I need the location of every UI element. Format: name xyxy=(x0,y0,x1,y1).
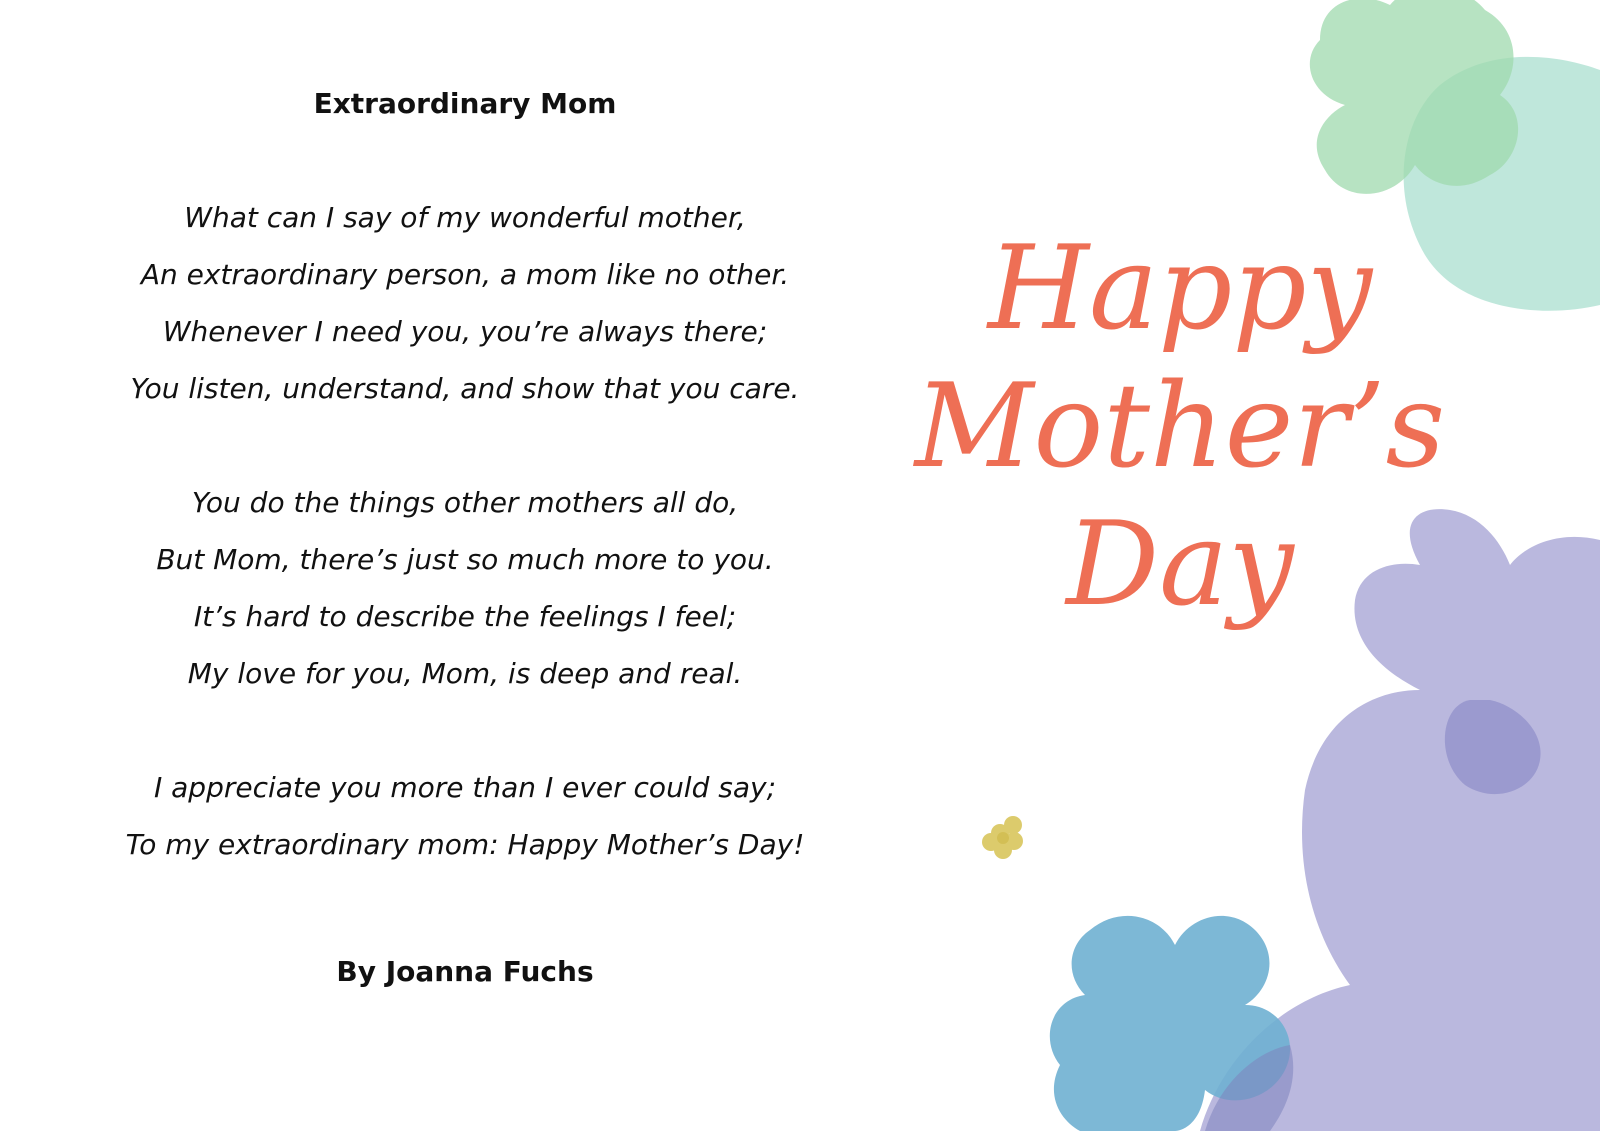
poem-line: To my extraordinary mom: Happy Mother’s Day! xyxy=(125,828,805,861)
poem-line: You do the things other mothers all do, xyxy=(191,486,739,519)
greeting-line-day: Day xyxy=(1066,497,1294,632)
poem-line: An extraordinary person, a mom like no other. xyxy=(140,258,790,291)
greeting-heading xyxy=(900,220,1460,634)
poem-line: My love for you, Mom, is deep and real. xyxy=(187,657,743,690)
green-flower-top xyxy=(1310,0,1518,194)
gold-flower-icon xyxy=(982,816,1023,859)
poem-line: You listen, understand, and show that you care. xyxy=(130,372,800,405)
poem-line: Whenever I need you, you’re always there; xyxy=(162,315,768,348)
greeting-line-mothers: Mother’s xyxy=(914,359,1446,494)
poem-author: By Joanna Fuchs xyxy=(336,955,594,988)
poem-line: But Mom, there’s just so much more to you. xyxy=(156,543,774,576)
poem-line: What can I say of my wonderful mother, xyxy=(184,201,746,234)
poem-line: I appreciate you more than I ever could say; xyxy=(153,771,777,804)
poem-line: It’s hard to describe the feelings I feel; xyxy=(193,600,737,633)
greeting-line-happy: Happy xyxy=(987,221,1373,356)
poem-title: Extraordinary Mom xyxy=(313,87,617,120)
